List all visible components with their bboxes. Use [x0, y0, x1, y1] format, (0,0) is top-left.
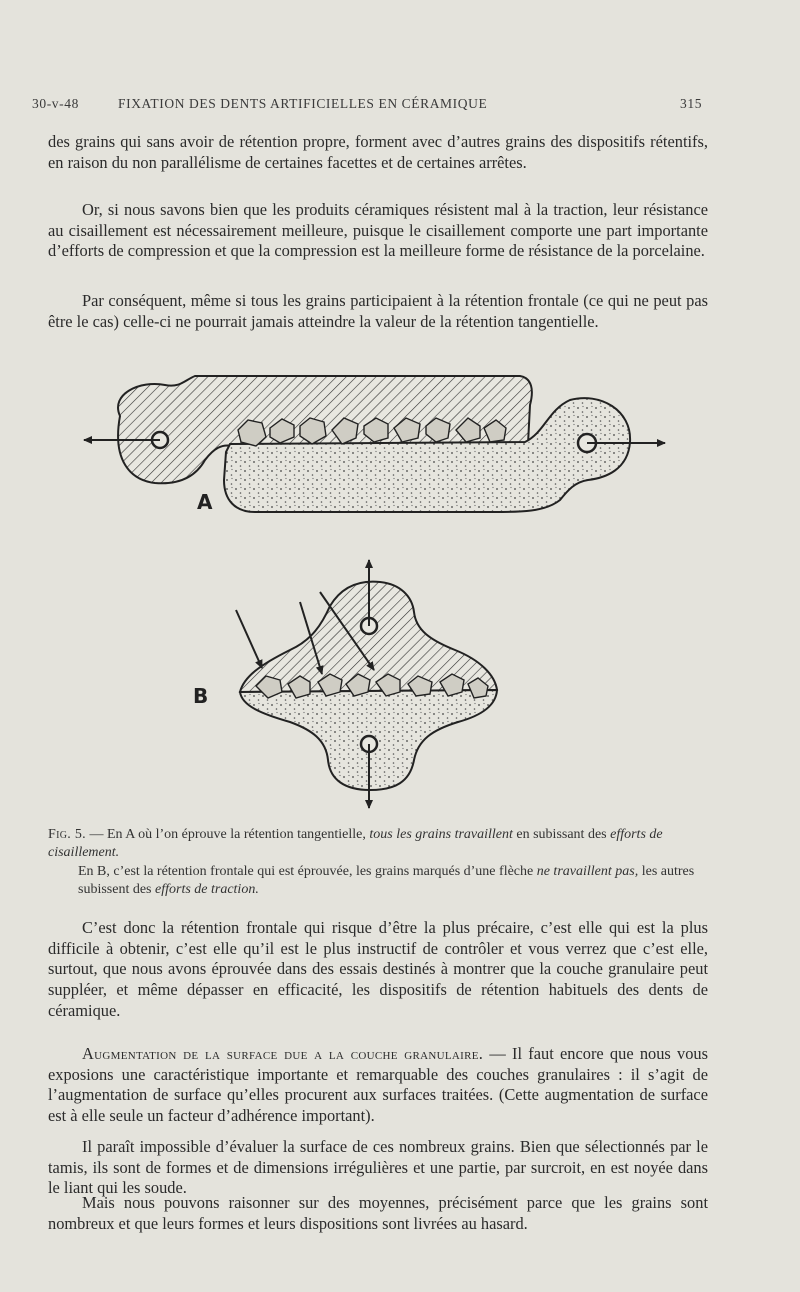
paragraph-3: Par conséquent, même si tous les grains participaient à la rétention frontale (ce qui ne peut pas être le cas) celle-ci ne pourrait jamais atteindre la valeur de la rétention tangentielle.: [48, 291, 708, 331]
indicator-arrow-1: [236, 610, 262, 668]
figure-b-drawing: [236, 560, 497, 808]
label-a: A: [197, 490, 213, 514]
section-heading: Augmentation de la surface due a la couche granulaire.: [82, 1044, 484, 1063]
page-number: 315: [680, 96, 703, 111]
header-title: FIXATION DES DENTS ARTIFICIELLES EN CÉRAMIQUE: [118, 96, 488, 111]
figure-a-drawing: [84, 376, 665, 512]
header-date: 30-v-48: [32, 96, 79, 111]
paragraph-4: C’est donc la rétention frontale qui risque d’être la plus précaire, c’est elle qui est la plus difficile à obtenir, c’est elle qu’il est le plus instructif de contrôler et vous verrez que c’est elle, surtout, que nous avons éprouvée dans des essais destinés à montrer que la couche granulaire peut suppléer, et même dépasser en efficacité, les dispositifs de rétention habituels des dents de céramique.: [48, 918, 708, 1020]
paragraph-7: Mais nous pouvons raisonner sur des moyennes, précisément parce que les grains sont nombreux et que leurs formes et leurs dispositions sont livrées au hasard.: [48, 1193, 708, 1233]
paragraph-6: Il paraît impossible d’évaluer la surface de ces nombreux grains. Bien que sélectionnés par le tamis, ils sont de formes et de dimensions irrégulières et une partie, par surcroit, en est noyée dans le liant qui les soude.: [48, 1137, 708, 1198]
paragraph-1: des grains qui sans avoir de rétention propre, forment avec d’autres grains des dispositifs rétentifs, en raison du non parallélisme de certaines facettes et de certaines arrêtes.: [48, 132, 708, 172]
label-b: B: [193, 684, 209, 708]
figure-caption: Fig. 5. — En A où l’on éprouve la rétention tangentielle, tous les grains travaillent en subissant des efforts de cisaillement. En B, c’est la rétention frontale qui est éprouvée, les grains marqués d’une flèche ne travaillent pas, les autres subissent des efforts de traction.: [48, 827, 695, 897]
paragraph-2: Or, si nous savons bien que les produits céramiques résistent mal à la traction, leur résistance au cisaillement est nécessairement meilleure, puisque le cisaillement comporte une part importante d’efforts de compression et que la compression est la meilleure forme de résistance de la porcelaine.: [48, 200, 708, 261]
paragraph-5: Augmentation de la surface due a la couche granulaire. — Il faut encore que nous vous exposions une caractéristique importante et remarquable des couches granulaires : il s’agit de l’augmentation de surface qu’elles procurent aux surfaces traitées. (Cette augmentation de surface est à elle seule un facteur d’adhérence important).: [48, 1044, 708, 1126]
